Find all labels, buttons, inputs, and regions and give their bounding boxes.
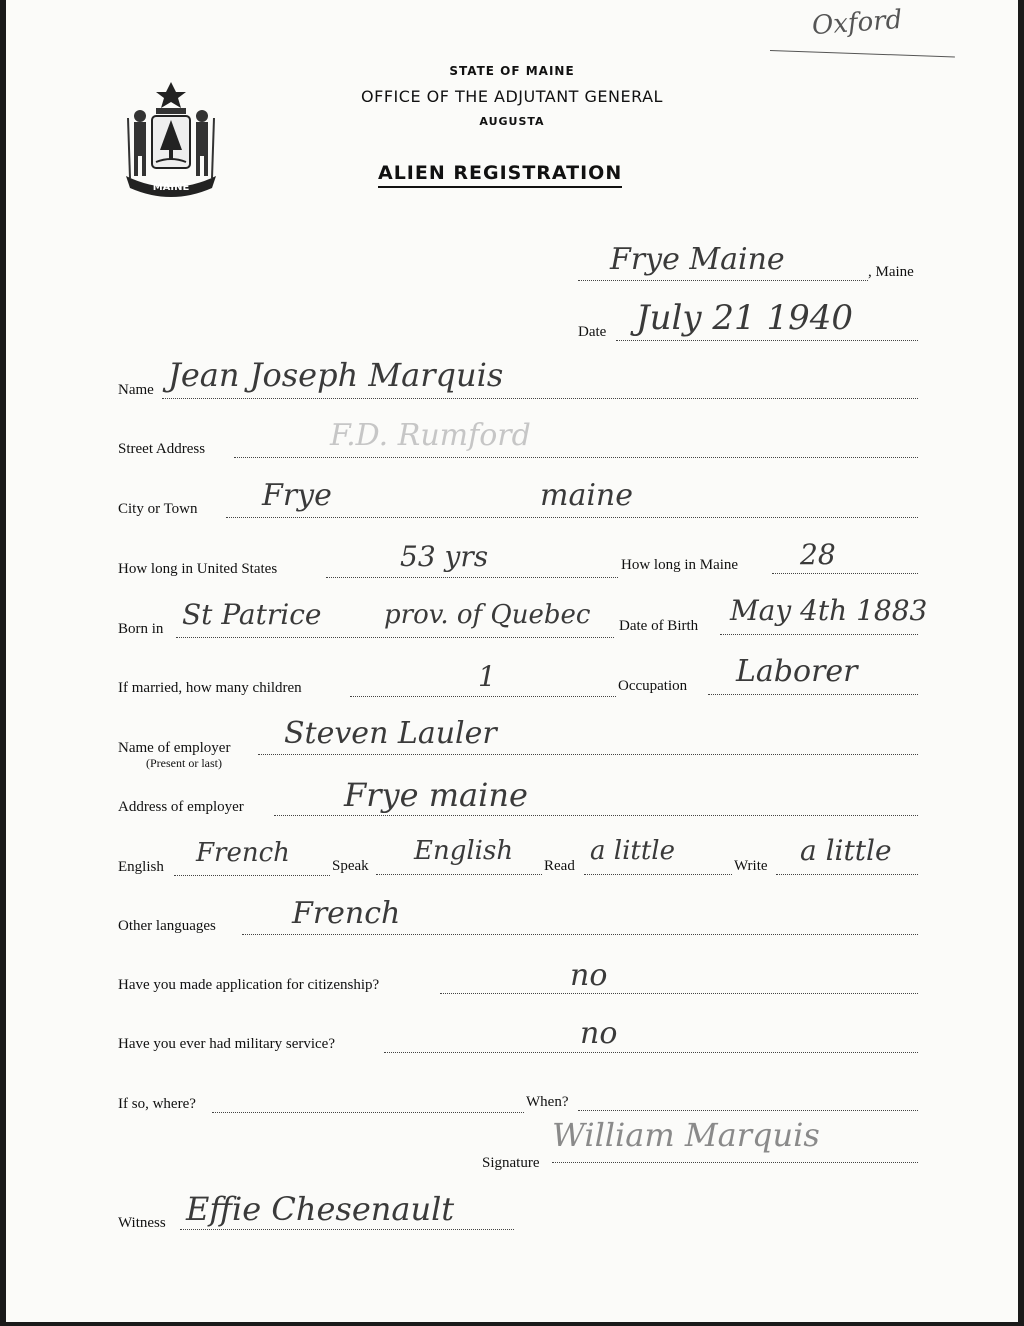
- read-value: a little: [590, 836, 675, 866]
- date-value: July 21 1940: [636, 298, 854, 338]
- write-value: a little: [800, 834, 892, 867]
- street-value: F.D. Rumford: [330, 418, 531, 453]
- english-line: [174, 875, 330, 876]
- occupation-value: Laborer: [736, 654, 858, 689]
- how-long-maine-line: [772, 573, 918, 574]
- how-long-maine-value: 28: [800, 538, 836, 571]
- signature-line: [552, 1162, 918, 1163]
- employer-address-value: Frye maine: [344, 776, 528, 814]
- other-languages-label: Other languages: [118, 918, 216, 934]
- employer-label: Name of employer: [118, 740, 231, 756]
- born-line: [176, 637, 614, 638]
- town-value: Frye Maine: [610, 242, 785, 277]
- when-label: When?: [526, 1094, 569, 1110]
- other-languages-value: French: [292, 896, 401, 931]
- where-line: [212, 1112, 524, 1113]
- name-label: Name: [118, 382, 154, 398]
- read-label: Read: [544, 858, 575, 874]
- city-state-value: maine: [540, 478, 634, 513]
- children-value: 1: [478, 660, 496, 693]
- write-label: Write: [734, 858, 768, 874]
- english-value: French: [196, 838, 290, 868]
- name-value: Jean Joseph Marquis: [168, 356, 504, 394]
- date-label: Date: [578, 324, 607, 340]
- county-stamp: Oxford: [811, 4, 904, 42]
- employer-address-line: [274, 815, 918, 816]
- dob-value: May 4th 1883: [730, 594, 928, 627]
- citizenship-value: no: [570, 958, 608, 993]
- citizenship-line: [440, 993, 918, 994]
- city-label: City or Town: [118, 501, 198, 517]
- employer-note: (Present or last): [146, 756, 222, 770]
- english-label: English: [118, 859, 164, 875]
- children-label: If married, how many children: [118, 680, 302, 696]
- born-value: St Patrice: [182, 598, 322, 631]
- employer-line: [258, 754, 918, 755]
- when-line: [578, 1110, 918, 1111]
- citizenship-label: Have you made application for citizenship?: [118, 977, 380, 993]
- how-long-us-label: How long in United States: [118, 561, 278, 577]
- signature-label: Signature: [482, 1155, 540, 1171]
- employer-value: Steven Lauler: [284, 716, 497, 751]
- write-line: [776, 874, 918, 875]
- speak-line: [376, 874, 542, 875]
- town-line: [578, 280, 868, 281]
- name-line: [162, 398, 918, 399]
- witness-line: [180, 1229, 514, 1230]
- signature-value: William Marquis: [552, 1116, 820, 1154]
- office-heading: OFFICE OF THE ADJUTANT GENERAL: [361, 87, 663, 106]
- other-languages-line: [242, 934, 918, 935]
- street-line: [234, 457, 918, 458]
- dob-line: [720, 634, 918, 635]
- city-heading: AUGUSTA: [479, 115, 545, 128]
- how-long-maine-label: How long in Maine: [621, 557, 739, 573]
- street-label: Street Address: [118, 441, 206, 457]
- employer-address-label: Address of employer: [118, 799, 244, 815]
- city-value: Frye: [262, 478, 332, 513]
- where-label: If so, where?: [118, 1096, 196, 1112]
- dob-label: Date of Birth: [619, 618, 699, 634]
- born-label: Born in: [118, 621, 164, 637]
- how-long-us-line: [326, 577, 618, 578]
- witness-value: Effie Chesenault: [186, 1190, 455, 1228]
- form-title: ALIEN REGISTRATION: [378, 162, 622, 188]
- occupation-line: [708, 694, 918, 695]
- military-value: no: [580, 1016, 618, 1051]
- speak-label: Speak: [332, 858, 369, 874]
- state-heading: STATE OF MAINE: [449, 64, 575, 78]
- city-line: [226, 517, 918, 518]
- born-province-value: prov. of Quebec: [384, 600, 591, 630]
- witness-label: Witness: [118, 1215, 166, 1231]
- how-long-us-value: 53 yrs: [400, 540, 489, 573]
- svg-text:MAINE: MAINE: [152, 182, 190, 193]
- speak-value: English: [414, 836, 514, 866]
- children-line: [350, 696, 616, 697]
- date-line: [616, 340, 918, 341]
- military-label: Have you ever had military service?: [118, 1036, 335, 1052]
- military-line: [384, 1052, 918, 1053]
- maine-label: , Maine: [868, 264, 914, 280]
- read-line: [584, 874, 732, 875]
- occupation-label: Occupation: [618, 678, 688, 694]
